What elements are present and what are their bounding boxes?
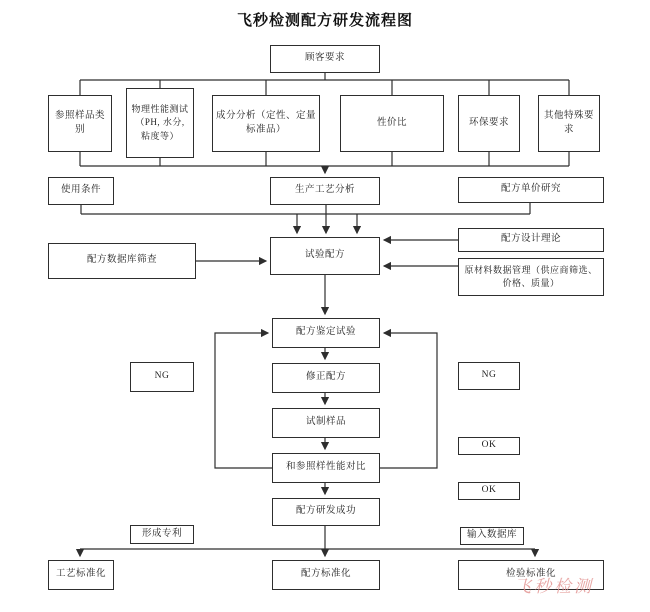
node-other-special-requirements: 其他特殊要求 (538, 95, 600, 152)
watermark: 飞秒检测 (514, 577, 594, 596)
node-raw-material-management: 原材料数据管理（供应商筛选、价格、质量） (458, 258, 604, 296)
label-ng-left: NG (130, 362, 194, 392)
node-unit-price-research: 配方单价研究 (458, 177, 604, 203)
node-formula-standardization: 配方标准化 (272, 560, 380, 590)
node-identification-test: 配方鉴定试验 (272, 318, 380, 348)
node-rd-success: 配方研发成功 (272, 498, 380, 526)
node-trial-formula: 试验配方 (270, 237, 380, 275)
page-title: 飞秒检测配方研发流程图 (236, 13, 413, 29)
node-reference-sample: 参照样品类别 (48, 95, 112, 152)
node-cost-performance: 性价比 (340, 95, 444, 152)
node-revise-formula: 修正配方 (272, 363, 380, 393)
node-physical-test: 物理性能测试（PH, 水分, 粘度等） (126, 88, 194, 158)
label-input-database: 输入数据库 (460, 527, 524, 545)
node-design-theory: 配方设计理论 (458, 228, 604, 252)
label-ok-1: OK (458, 437, 520, 455)
node-customer-requirements: 顾客要求 (270, 45, 380, 73)
node-usage-conditions: 使用条件 (48, 177, 114, 205)
node-component-analysis: 成分分析（定性、定量 标准品） (212, 95, 320, 152)
label-ng-right: NG (458, 362, 520, 390)
node-trial-samples: 试制样品 (272, 408, 380, 438)
node-compare-reference: 和参照样性能对比 (272, 453, 380, 483)
node-database-screening: 配方数据库筛查 (48, 243, 196, 279)
node-process-standardization: 工艺标准化 (48, 560, 114, 590)
node-environmental-requirements: 环保要求 (458, 95, 520, 152)
node-production-analysis: 生产工艺分析 (270, 177, 380, 205)
node-inspection-standardization: 检验标准化 (458, 560, 604, 590)
label-patent: 形成专利 (130, 525, 194, 544)
label-ok-2: OK (458, 482, 520, 500)
